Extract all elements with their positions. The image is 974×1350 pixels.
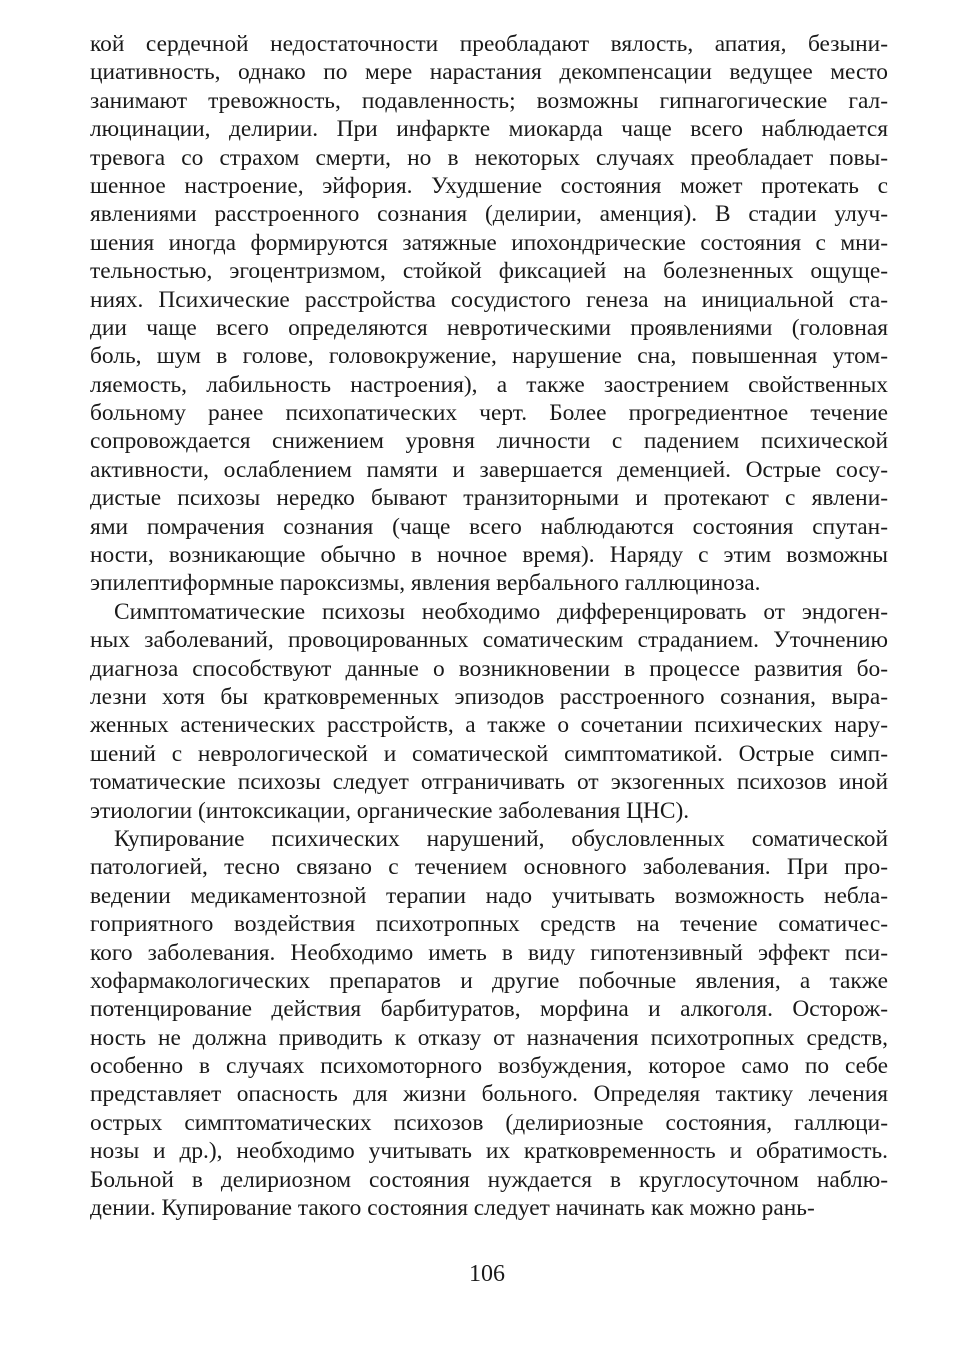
text-line: этиологии (интоксикации, органические заболевания ЦНС). [90,797,690,824]
text-line: кого заболевания. Необходимо иметь в виду гипотензивный эффект пси- [90,939,888,966]
text-line: ями помрачения сознания (чаще всего наблюдаются состояния спутан- [90,513,888,540]
text-line: ность не должна приводить к отказу от назначения психотропных средств, [90,1024,888,1051]
text-line: дистые психозы нередко бывают транзиторными и протекают с явлени- [90,485,888,512]
text-line: активности, ослаблением памяти и завершается деменцией. Острые сосу- [90,456,888,483]
text-line: нозы и др.), необходимо учитывать их кратковременность и обратимость. [90,1138,888,1165]
text-line: шений с неврологической и соматической симптоматикой. Острые симп- [90,740,888,767]
text-line: Симптоматические психозы необходимо дифференцировать от эндоген- [114,598,888,625]
paragraph [90,598,888,825]
page-number: 106 [469,1261,505,1287]
text-line: ных заболеваний, провоцированных соматическим страданием. Уточнению [90,627,888,654]
text-line: шения иногда формируются затяжные ипохондрические состояния с мни- [90,229,888,256]
text-line: дении. Купирование такого состояния следует начинать как можно рань- [90,1195,815,1222]
text-line: представляет опасность для жизни больного. Определяя тактику лечения [90,1081,888,1108]
text-line: кой сердечной недостаточности преобладают вялость, апатия, безыни- [90,31,888,57]
text-line: больному ранее психопатических черт. Более прогредиентное течение [90,400,888,427]
text-line: Больной в делириозном состояния нуждается в круглосуточном наблю- [90,1166,888,1193]
text-line: эпилептиформные пароксизмы, явления вербального галлюциноза. [90,570,761,597]
text-line: томатические психозы следует отграничивать от экзогенных психозов иной [90,769,888,796]
text-line: ляемость, лабильность настроения), а также заострением свойственных [90,371,888,398]
text-line: люцинации, делирии. При инфаркте миокарда чаще всего наблюдается [90,116,888,143]
text-line: особенно в случаях психомоторного возбуждения, которое само по себе [90,1053,888,1080]
body-text [90,30,888,1222]
text-line: явлениями расстроенного сознания (делирии, аменция). В стадии улуч- [90,201,888,228]
text-line: острых симптоматических психозов (делириозные состояния, галлюци- [90,1109,888,1136]
text-line: ведении медикаментозной терапии надо учитывать возможность небла- [90,882,888,909]
text-line: сопровождается снижением уровня личности с падением психической [90,428,888,455]
text-line: диагноза способствуют данные о возникновении в процессе развития бо- [90,655,888,682]
text-line: тревога со страхом смерти, но в некоторых случаях преобладает повы- [90,144,888,171]
paragraph [90,825,888,1222]
text-line: ниях. Психические расстройства сосудистого генеза на инициальной ста- [90,286,888,313]
text-line: гоприятного воздействия психотропных средств на течение соматичес- [90,911,888,938]
text-line: патологией, тесно связано с течением основного заболевания. При про- [90,854,888,881]
text-line: боль, шум в голове, головокружение, нарушение сна, повышенная утом- [90,343,888,370]
paragraph [90,30,888,598]
text-line: Купирование психических нарушений, обусловленных соматической [114,825,888,852]
text-line: циативность, однако по мере нарастания декомпенсации ведущее место [90,59,888,86]
text-line: потенцирование действия барбитуратов, морфина и алкоголя. Осторож- [90,996,888,1023]
text-line: ности, возникающие обычно в ночное время). Наряду с этим возможны [90,542,888,569]
text-line: занимают тревожность, подавленность; возможны гипнагогические гал- [90,87,888,114]
text-line: шенное настроение, эйфория. Ухудшение состояния может протекать с [90,172,888,199]
text-line: тельностью, эгоцентризмом, стойкой фиксацией на болезненных ощуще- [90,258,888,285]
text-line: лезни хотя бы кратковременных эпизодов расстроенного сознания, выра- [90,683,888,710]
text-line: дии чаще всего определяются невротическими проявлениями (головная [90,314,888,341]
text-line: хофармакологических препаратов и другие побочные явления, а также [90,967,888,994]
text-line: женных астенических расстройств, а также о сочетании психических нару- [90,712,888,739]
